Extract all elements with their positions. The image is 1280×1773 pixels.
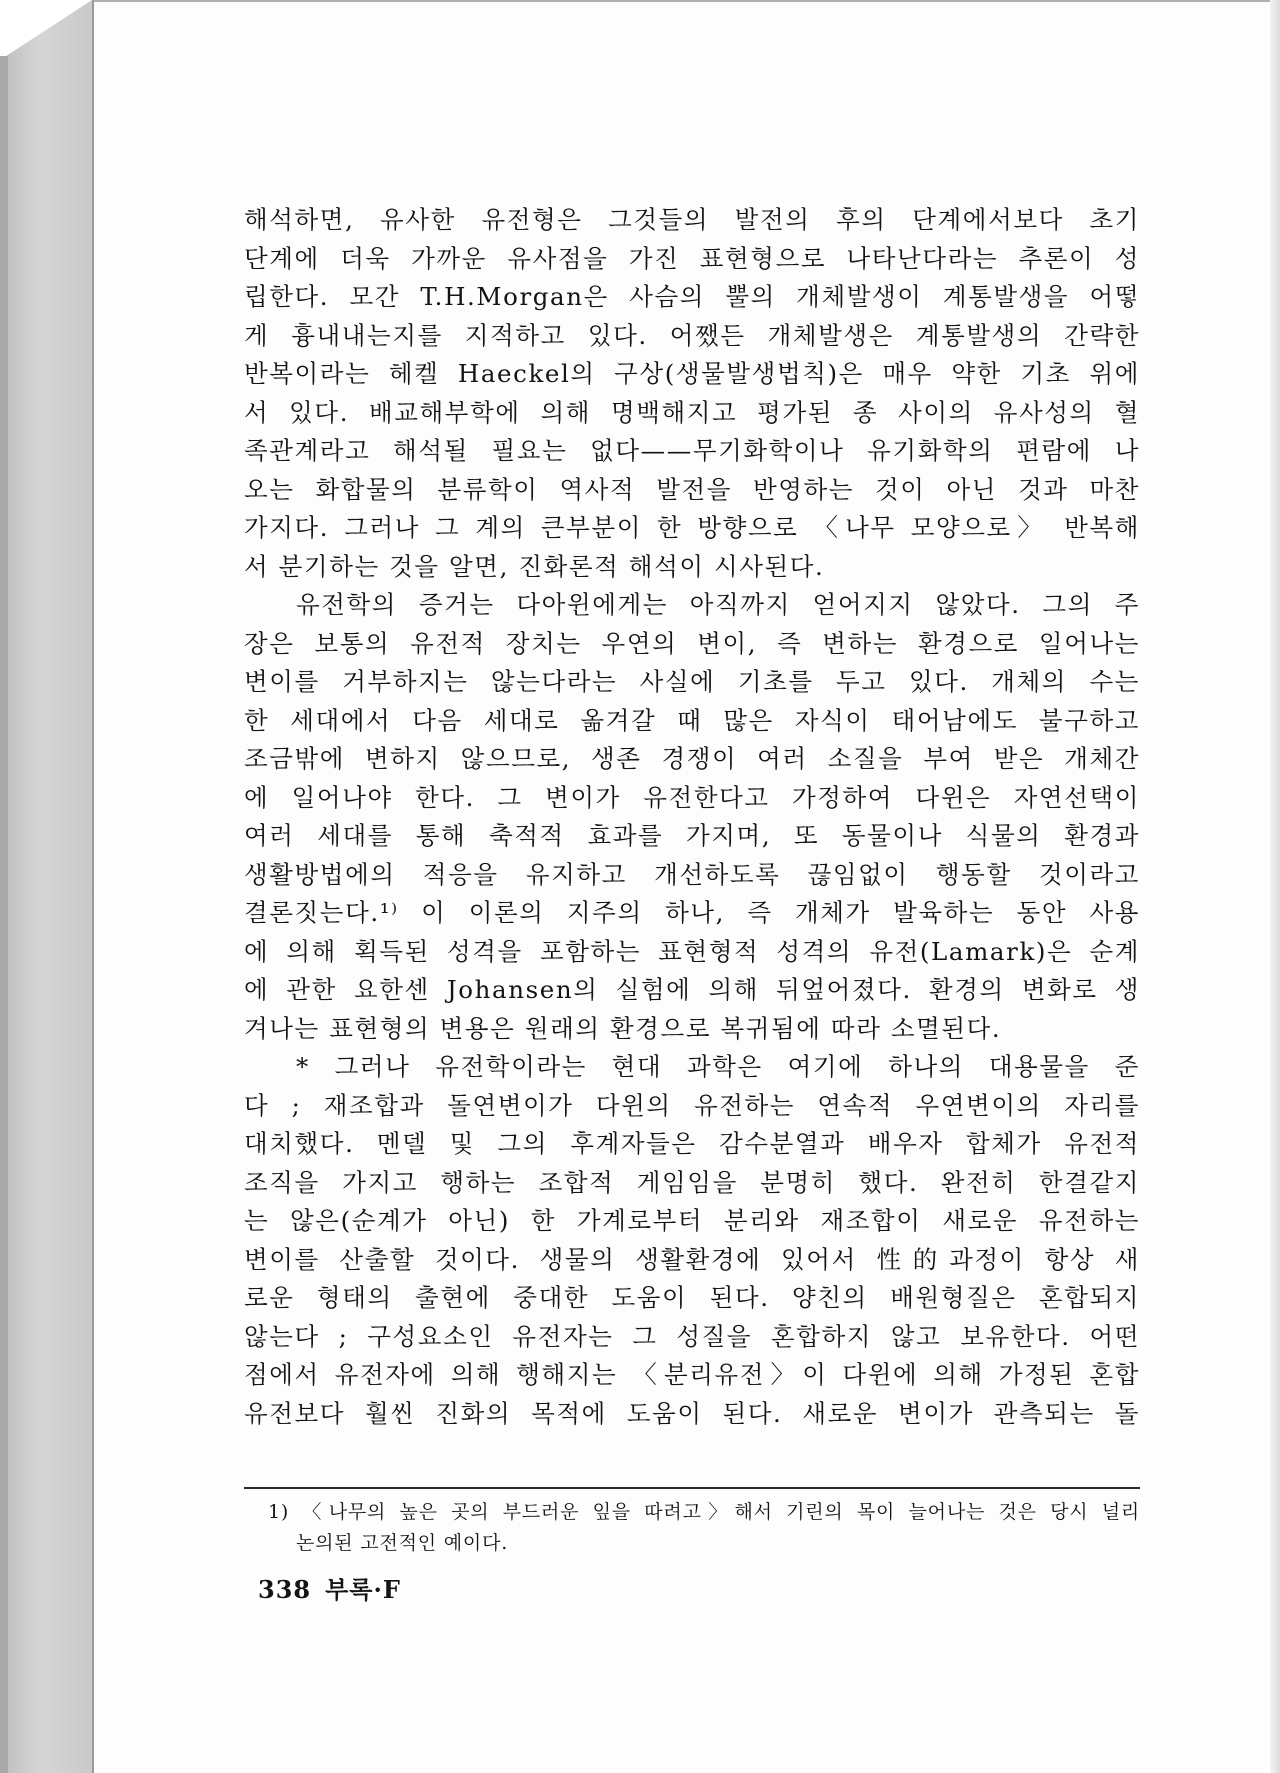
body-line: 오는 화합물의 분류학이 역사적 발전을 반영하는 것이 아닌 것과 마찬: [244, 474, 1140, 504]
body-line: 반복이라는 헤켈 Haeckel의 구상(생물발생법칙)은 매우 약한 기초 위에: [244, 359, 1140, 388]
body-line: 않는다 ; 구성요소인 유전자는 그 성질을 혼합하지 않고 보유한다. 어떤: [244, 1321, 1140, 1351]
footnote-line: 1) 〈나무의 높은 곳의 부드러운 잎을 따려고〉해서 기린의 목이 늘어나는 것은 당시 널리: [268, 1501, 1140, 1523]
book-spine-edge: [0, 0, 92, 1773]
body-line: 서 분기하는 것을 알면, 진화론적 해석이 시사된다.: [244, 551, 825, 581]
body-line: 생활방법에의 적응을 유지하고 개선하도록 끊임없이 행동할 것이라고: [244, 859, 1140, 889]
body-line: 서 있다. 배교해부학에 의해 명백해지고 평가된 종 사이의 유사성의 혈: [244, 397, 1140, 427]
body-line: 점에서 유전자에 의해 행해지는 〈분리유전〉이 다윈에 의해 가정된 혼합: [244, 1360, 1140, 1389]
body-line: 유전보다 훨씬 진화의 목적에 도움이 된다. 새로운 변이가 관측되는 돌: [244, 1398, 1140, 1428]
body-line: 변이를 산출할 것이다. 생물의 생활환경에 있어서 性的과정이 항상 새: [244, 1244, 1140, 1274]
footnote-divider: [244, 1487, 1140, 1489]
footnote-line: 논의된 고전적인 예이다.: [296, 1532, 509, 1554]
body-line: 다 ; 재조합과 돌연변이가 다윈의 유전하는 연속적 우연변이의 자리를: [244, 1090, 1140, 1120]
book-spine-shade: [0, 56, 8, 1773]
page-number: 338: [258, 1575, 312, 1604]
body-line: 단계에 더욱 가까운 유사점을 가진 표현형으로 나타난다라는 추론이 성: [244, 243, 1140, 273]
body-line: 여러 세대를 통해 축적적 효과를 가지며, 또 동물이나 식물의 환경과: [244, 821, 1140, 850]
body-line: 한 세대에서 다음 세대로 옮겨갈 때 많은 자식이 태어남에도 불구하고: [244, 705, 1140, 735]
body-line: 에 관한 요한센 Johansen의 실험에 의해 뒤엎어졌다. 환경의 변화로 생: [244, 975, 1140, 1004]
footnote: [268, 1497, 1140, 1559]
body-line: 가지다. 그러나 그 계의 큰부분이 한 방향으로 〈나무 모양으로〉 반복해: [244, 513, 1140, 542]
body-line-paragraph-start: 유전학의 증거는 다아윈에게는 아직까지 얻어지지 않았다. 그의 주: [296, 590, 1140, 619]
body-text: [244, 201, 1140, 1433]
body-line: 족관계라고 해석될 필요는 없다——무기화학이나 유기화학의 편람에 나: [244, 436, 1140, 465]
page-footer: [258, 1570, 415, 1605]
body-line: 변이를 거부하지는 않는다라는 사실에 기초를 두고 있다. 개체의 수는: [244, 667, 1140, 696]
body-line: 결론짓는다.¹⁾ 이 이론의 지주의 하나, 즉 개체가 발육하는 동안 사용: [244, 898, 1140, 927]
body-line: 조직을 가지고 행하는 조합적 게임임을 분명히 했다. 완전히 한결같지: [244, 1167, 1140, 1197]
body-line: 겨나는 표현형의 변용은 원래의 환경으로 복귀됨에 따라 소멸된다.: [244, 1013, 1002, 1043]
body-line: 해석하면, 유사한 유전형은 그것들의 발전의 후의 단계에서보다 초기: [244, 205, 1140, 234]
body-line: 로운 형태의 출현에 중대한 도움이 된다. 양친의 배원형질은 혼합되지: [244, 1283, 1140, 1312]
body-line: 대치했다. 멘델 및 그의 후계자들은 감수분열과 배우자 합체가 유전적: [244, 1129, 1140, 1158]
body-line-paragraph-start: * 그러나 유전학이라는 현대 과학은 여기에 하나의 대용물을 준: [296, 1052, 1140, 1081]
body-line: 에 의해 획득된 성격을 포함하는 표현형적 성격의 유전(Lamark)은 순계: [244, 936, 1140, 966]
body-line: 게 흉내내는지를 지적하고 있다. 어쨌든 개체발생은 계통발생의 간략한: [244, 320, 1140, 350]
body-line: 는 않은(순계가 아닌) 한 가계로부터 분리와 재조합이 새로운 유전하는: [244, 1206, 1140, 1235]
body-line: 장은 보통의 유전적 장치는 우연의 변이, 즉 변하는 환경으로 일어나는: [244, 628, 1140, 658]
section-label: 부록·F: [325, 1575, 401, 1604]
body-line: 조금밖에 변하지 않으므로, 생존 경쟁이 여러 소질을 부여 받은 개체간: [244, 744, 1140, 773]
page-right-edge: [1270, 0, 1280, 1773]
body-line: 에 일어나야 한다. 그 변이가 유전한다고 가정하여 다윈은 자연선택이: [244, 782, 1140, 812]
body-line: 립한다. 모간 T.H.Morgan은 사슴의 뿔의 개체발생이 계통발생을 어떻: [244, 282, 1140, 311]
